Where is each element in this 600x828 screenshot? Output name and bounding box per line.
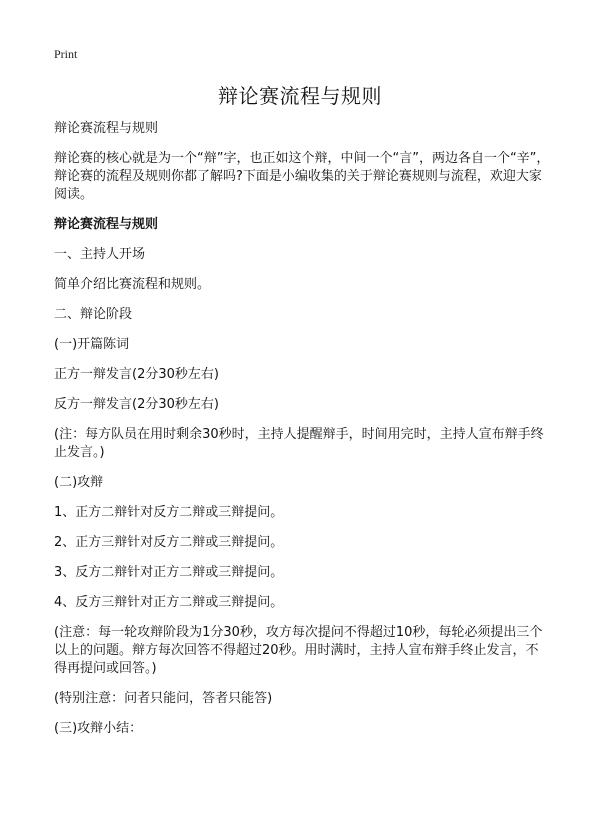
paragraph-summary: (三)攻辩小结： [54,721,143,736]
list-item-2: 2、正方三辩针对反方二辩或三辩提问。 [54,535,284,550]
section-heading: 辩论赛流程与规则 [54,217,159,232]
paragraph-subtitle: 辩论赛流程与规则 [54,121,159,136]
list-item-1: 1、正方二辩针对反方二辩或三辩提问。 [54,505,284,520]
list-item-4: 4、反方三辩针对正方二辩或三辩提问。 [54,595,284,610]
paragraph-pro-first: 正方一辩发言(2分30秒左右) [54,367,219,382]
list-item-3: 3、反方二辩针对正方二辩或三辩提问。 [54,565,284,580]
paragraph-brief-intro: 简单介绍比赛流程和规则。 [54,277,211,292]
paragraph-special-note: (特别注意：问者只能问，答者只能答) [54,691,273,706]
paragraph-cross-exam: (二)攻辩 [54,475,104,490]
print-link[interactable]: Print [54,47,78,61]
paragraph-con-first: 反方一辩发言(2分30秒左右) [54,397,219,412]
paragraph-host-opening: 一、主持人开场 [54,247,146,262]
document-title: 辩论赛流程与规则 [218,84,382,108]
paragraph-intro: 辩论赛的核心就是为一个“辩”字，也正如这个辩，中间一个“言”，两边各自一个“辛”，辩论赛的流程及规则你都了解吗?下面是小编收集的关于辩论赛规则与流程，欢迎大家阅读。 [54,151,550,202]
paragraph-note-rules: (注意：每一轮攻辩阶段为1分30秒，攻方每次提问不得超过10秒，每轮必须提出三个以上的问题。辩方每次回答不得超过20秒。用时满时，主持人宣布辩手终止发言，不得再提问或回答。) [54,625,543,676]
paragraph-note-time: (注：每方队员在用时剩余30秒时，主持人提醒辩手，时间用完时，主持人宣布辩手终止发言。) [54,427,544,460]
paragraph-opening-statement: (一)开篇陈词 [54,337,130,352]
paragraph-debate-stage: 二、辩论阶段 [54,307,133,322]
document-body [54,120,550,750]
